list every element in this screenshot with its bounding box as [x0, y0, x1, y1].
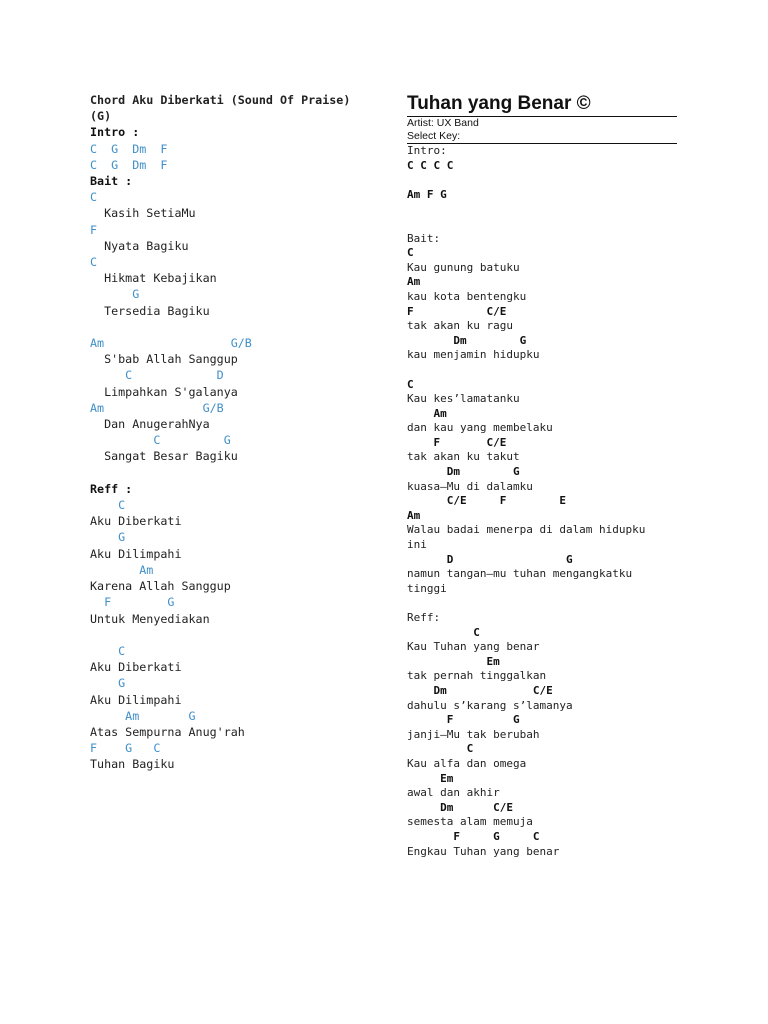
left-lyric-line: Atas Sempurna Anug'rah	[90, 724, 245, 739]
left-section-label: Reff :	[90, 481, 133, 496]
right-lyric-line: Reff:	[407, 611, 441, 624]
left-lyric-line: Sangat Besar Bagiku	[90, 449, 238, 464]
right-lyric-line: janji–Mu tak berubah	[407, 727, 540, 741]
left-chord-line: Am G/B	[90, 400, 224, 415]
artist-label: Artist: UX Band	[407, 117, 479, 129]
right-lyric-line: dahulu s’karang s’lamanya	[407, 698, 573, 712]
left-song-lines	[90, 124, 370, 772]
right-chord-line: C C C C	[407, 158, 454, 172]
right-chord-line: Em	[407, 771, 454, 785]
right-lyric-line: Intro:	[407, 144, 447, 157]
left-lyric-line: Dan AnugerahNya	[90, 417, 210, 432]
left-chord-line: C	[90, 255, 98, 270]
right-lyric-line: tinggi	[407, 581, 447, 595]
right-lyric-line: Kau Tuhan yang benar	[407, 640, 540, 654]
right-chord-line: Am	[407, 406, 447, 420]
left-lyric-line: Limpahkan S'galanya	[90, 384, 238, 399]
right-chord-line: Am	[407, 275, 421, 289]
left-chord-line: C G	[90, 433, 231, 448]
right-lyric-line: Kau gunung batuku	[407, 260, 520, 274]
right-lyric-line	[407, 596, 682, 611]
left-lyric-line: Aku Diberkati	[90, 660, 182, 675]
left-chord-line: G	[90, 530, 126, 545]
right-chord-line: Am	[407, 508, 421, 522]
left-chord-line: Am G	[90, 708, 196, 723]
left-song-column	[90, 92, 370, 773]
right-chord-line: F G C	[407, 829, 540, 843]
right-lyric-line: Kau kes’lamatanku	[407, 392, 520, 406]
right-lyric-line	[407, 202, 682, 217]
right-chord-line: Am F G	[407, 187, 447, 201]
right-lyric-line: tak akan ku ragu	[407, 319, 513, 333]
right-lyric-line: namun tangan–mu tuhan mengangkatku	[407, 567, 633, 581]
right-chord-line: C/E F E	[407, 494, 566, 508]
left-lyric-line: Kasih SetiaMu	[90, 206, 196, 221]
right-chord-line: C	[407, 377, 414, 391]
left-section-label: Intro :	[90, 125, 140, 140]
left-lyric-line: Nyata Bagiku	[90, 238, 189, 253]
right-lyric-line: Walau badai menerpa di dalam hidupku	[407, 523, 646, 537]
left-lyric-line	[90, 465, 370, 481]
right-lyric-line	[407, 363, 682, 378]
left-song-title: Chord Aku Diberkati (Sound Of Praise)(G)	[90, 93, 351, 124]
left-lyric-line: Aku Dilimpahi	[90, 692, 182, 707]
right-chord-line: C	[407, 625, 480, 639]
right-song-title: Tuhan yang Benar ©	[407, 92, 677, 117]
left-chord-line: F	[90, 222, 98, 237]
right-lyric-line: ini	[407, 538, 427, 552]
left-section-label: Bait :	[90, 174, 133, 189]
left-chord-line: F G C	[90, 741, 161, 756]
right-chord-line: Dm G	[407, 465, 520, 479]
left-lyric-line: Aku Dilimpahi	[90, 546, 182, 561]
left-chord-line: C D	[90, 368, 224, 383]
left-chord-line: G	[90, 676, 126, 691]
right-chord-line: C	[407, 246, 414, 260]
left-chord-line: C	[90, 190, 98, 205]
left-chord-line: C G Dm F	[90, 141, 168, 156]
right-lyric-line: kau kota bentengku	[407, 289, 527, 303]
right-chord-line: F C/E	[407, 304, 507, 318]
left-lyric-line: Karena Allah Sanggup	[90, 579, 231, 594]
select-key-label[interactable]: Select Key:	[407, 130, 677, 144]
left-chord-line: F G	[90, 595, 175, 610]
right-chord-line: F G	[407, 713, 520, 727]
left-lyric-line	[90, 627, 370, 643]
left-lyric-line: Tersedia Bagiku	[90, 303, 210, 318]
left-chord-line: Am G/B	[90, 336, 252, 351]
right-song-lines	[407, 144, 682, 859]
right-lyric-line: tak akan ku takut	[407, 450, 520, 464]
left-lyric-line: Aku Diberkati	[90, 514, 182, 529]
right-lyric-line: kuasa–Mu di dalamku	[407, 479, 533, 493]
right-lyric-line: tak pernah tinggalkan	[407, 669, 547, 683]
right-chord-line: D G	[407, 552, 573, 566]
left-chord-line: G	[90, 287, 140, 302]
right-song-column	[407, 92, 682, 859]
left-chord-line: Am	[90, 562, 154, 577]
right-chord-line: Dm C/E	[407, 683, 553, 697]
left-chord-line: C G Dm F	[90, 157, 168, 172]
right-lyric-line	[407, 173, 682, 188]
right-lyric-line: Kau alfa dan omega	[407, 756, 527, 770]
right-lyric-line: awal dan akhir	[407, 786, 500, 800]
left-lyric-line: Untuk Menyediakan	[90, 611, 210, 626]
left-chord-line: C	[90, 498, 126, 513]
left-lyric-line	[90, 319, 370, 335]
right-chord-line: F C/E	[407, 435, 507, 449]
left-lyric-line: Hikmat Kebajikan	[90, 271, 217, 286]
right-chord-line: C	[407, 742, 474, 756]
right-chord-line: Dm C/E	[407, 800, 513, 814]
right-lyric-line: kau menjamin hidupku	[407, 348, 540, 362]
right-chord-line: Em	[407, 654, 500, 668]
right-lyric-line: semesta alam memuja	[407, 815, 533, 829]
right-lyric-line	[407, 217, 682, 232]
right-lyric-line: dan kau yang membelaku	[407, 421, 553, 435]
left-lyric-line: Tuhan Bagiku	[90, 757, 175, 772]
left-chord-line: C	[90, 643, 126, 658]
right-lyric-line: Engkau Tuhan yang benar	[407, 844, 560, 858]
right-chord-line: Dm G	[407, 333, 527, 347]
right-lyric-line: Bait:	[407, 231, 441, 245]
left-lyric-line: S'bab Allah Sanggup	[90, 352, 238, 367]
